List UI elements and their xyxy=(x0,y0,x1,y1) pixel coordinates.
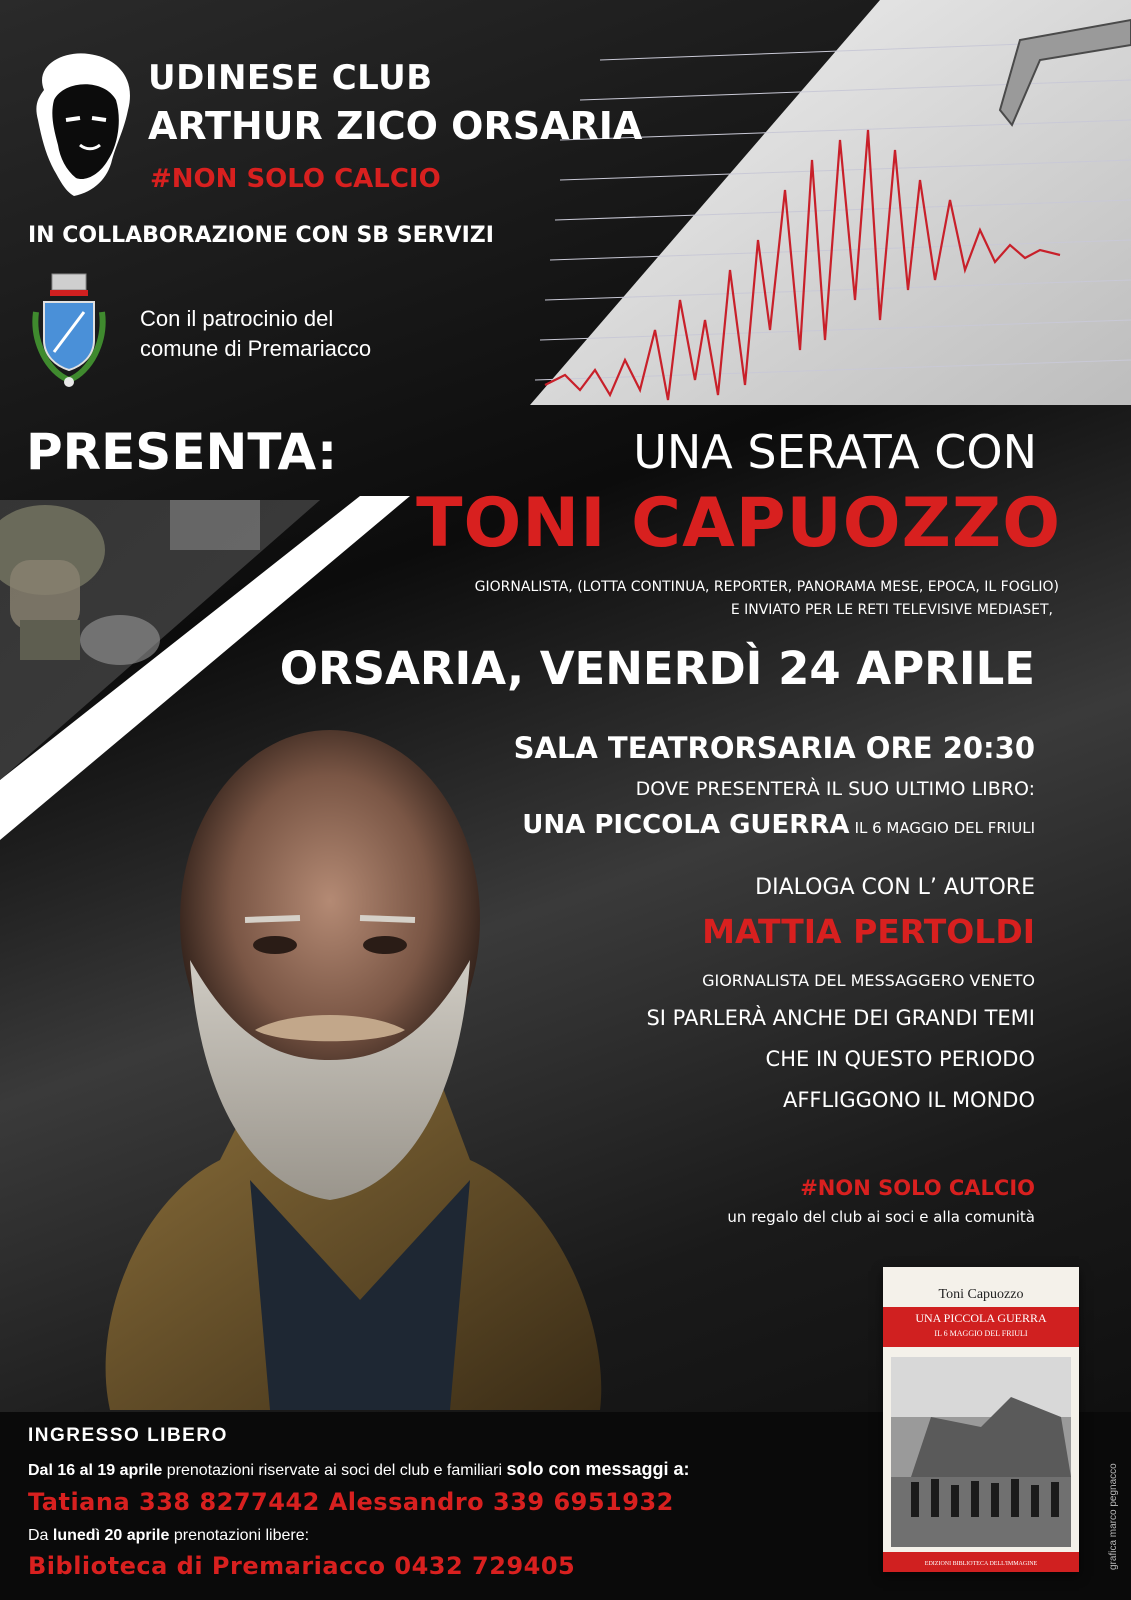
municipality-crest xyxy=(32,272,106,392)
collaboration-text: IN COLLABORAZIONE CON SB SERVIZI xyxy=(28,223,494,248)
design-credit: grafica marco pegnacco xyxy=(1108,1463,1119,1570)
reservation-members-text: prenotazioni riservate ai soci del club e familiari xyxy=(162,1462,507,1479)
dialog-label: DIALOGA CON L’ AUTORE xyxy=(755,875,1035,900)
reservation-from-text: Da xyxy=(28,1527,53,1544)
book-cover-title: UNA PICCOLA GUERRA xyxy=(915,1311,1047,1325)
guest-description-line1: GIORNALISTA, (LOTTA CONTINUA, REPORTER, PANORAMA MESE, EPOCA, IL FOGLIO) xyxy=(474,579,1059,595)
zico-face-icon xyxy=(24,50,136,198)
club-name-line1: UDINESE CLUB xyxy=(148,58,433,98)
patronage-line2: comune di Premariacco xyxy=(140,336,372,361)
contact-numbers: Tatiana 338 8277442 Alessandro 339 6951932 xyxy=(28,1488,674,1516)
library-contact: Biblioteca di Premariacco 0432 729405 xyxy=(28,1552,576,1580)
guest-description-line2: E INVIATO PER LE RETI TELEVISIVE MEDIASET, xyxy=(730,602,1053,618)
patronage-line1: Con il patrocinio del xyxy=(140,306,334,331)
book-cover-photo xyxy=(891,1357,1071,1547)
book-cover-subtitle: IL 6 MAGGIO DEL FRIULI xyxy=(934,1329,1028,1338)
gift-text: un regalo del club ai soci e alla comunità xyxy=(727,1208,1035,1226)
entry-free: INGRESSO LIBERO xyxy=(28,1425,228,1446)
themes-line1: SI PARLERÀ ANCHE DEI GRANDI TEMI xyxy=(646,1006,1035,1030)
club-hashtag: #NON SOLO CALCIO xyxy=(150,164,441,194)
event-intro: UNA SERATA CON xyxy=(633,425,1037,479)
presenta-heading: PRESENTA: xyxy=(26,423,338,481)
club-name-line2: ARTHUR ZICO ORSARIA xyxy=(148,104,643,148)
book-title: UNA PICCOLA GUERRA xyxy=(522,810,850,840)
book-cover-publisher: EDIZIONI BIBLIOTECA DELL'IMMAGINE xyxy=(924,1561,1038,1567)
themes-line3: AFFLIGGONO IL MONDO xyxy=(782,1088,1035,1112)
book-cover xyxy=(883,1267,1079,1572)
guest-name: TONI CAPUOZZO xyxy=(416,484,1061,563)
reservation-dates-members: Dal 16 al 19 aprile xyxy=(28,1462,163,1479)
event-hashtag: #NON SOLO CALCIO xyxy=(800,1176,1035,1200)
reservation-line1 xyxy=(28,1459,690,1480)
coat-of-arms-icon xyxy=(32,272,106,392)
event-date: ORSARIA, VENERDÌ 24 APRILE xyxy=(279,642,1035,695)
book-intro: DOVE PRESENTERÀ IL SUO ULTIMO LIBRO: xyxy=(635,778,1035,800)
reservation-open-text: prenotazioni libere: xyxy=(169,1527,310,1544)
reservation-open-date: lunedì 20 aprile xyxy=(52,1527,170,1544)
reservation-line2 xyxy=(28,1527,309,1545)
reservation-messages-only: solo con messaggi a: xyxy=(506,1459,690,1479)
club-logo xyxy=(24,50,136,198)
book-line xyxy=(522,810,1035,840)
event-venue: SALA TEATRORSARIA ORE 20:30 xyxy=(513,731,1035,765)
book-subtitle: IL 6 MAGGIO DEL FRIULI xyxy=(854,819,1035,837)
book-cover-author: Toni Capuozzo xyxy=(938,1287,1024,1302)
moderator-name: MATTIA PERTOLDI xyxy=(702,912,1035,951)
themes-line2: CHE IN QUESTO PERIODO xyxy=(765,1047,1035,1071)
moderator-description: GIORNALISTA DEL MESSAGGERO VENETO xyxy=(702,971,1035,990)
